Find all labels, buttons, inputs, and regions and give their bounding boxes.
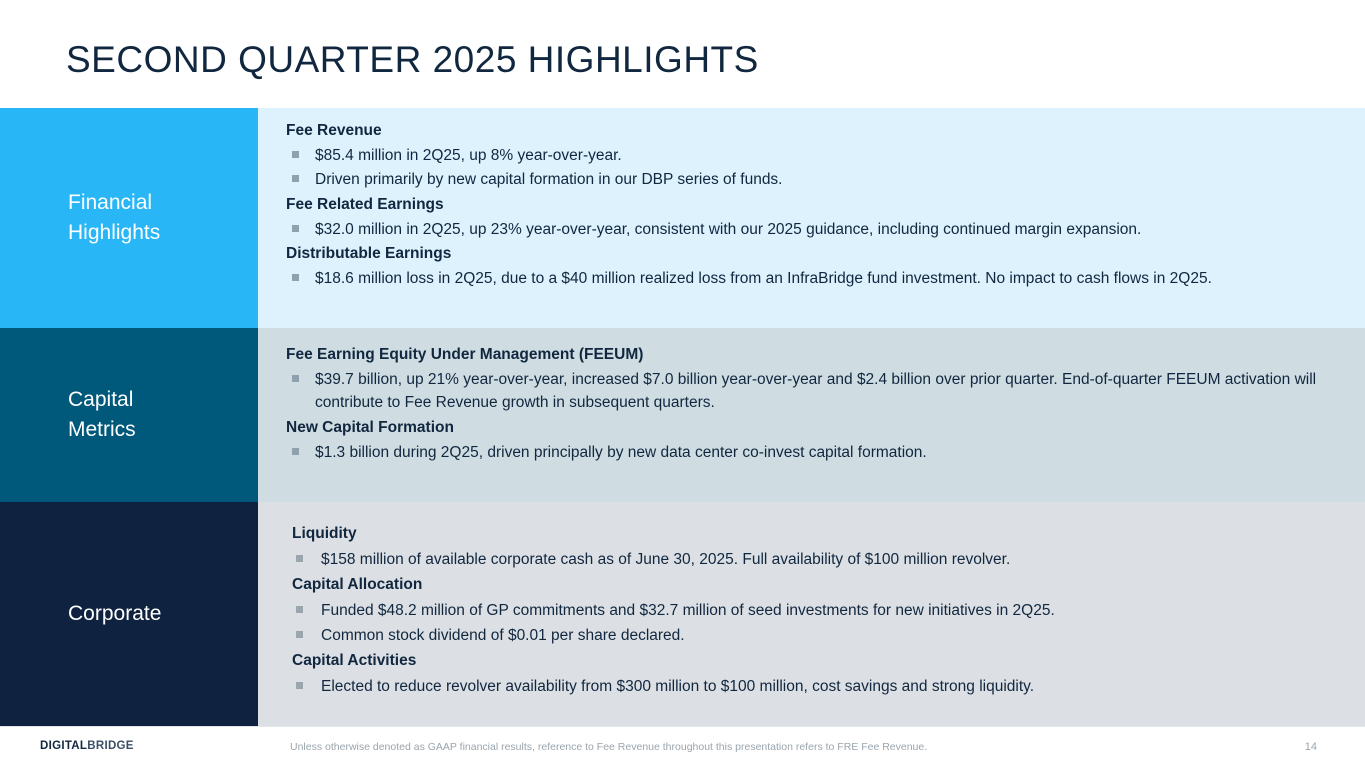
section-label-line1: Financial — [68, 190, 153, 214]
bullet-item — [292, 675, 1347, 698]
subsection-heading: Fee Revenue — [286, 122, 382, 139]
subsection-heading: Capital Allocation — [292, 576, 423, 594]
subsection-heading: New Capital Formation — [286, 418, 454, 436]
bullet-item — [292, 599, 1347, 622]
subsection-heading: Fee Related Earnings — [286, 195, 444, 213]
slide-footer — [0, 726, 1365, 769]
bullet-text: $1.3 billion during 2Q25, driven principally by new data center co-invest capital formation. — [315, 443, 927, 461]
bullet-square-icon — [292, 375, 299, 382]
bullet-text: Elected to reduce revolver availability from $300 million to $100 million, cost savings and strong liquidity. — [321, 677, 1035, 695]
bullet-item — [286, 368, 1347, 415]
section-body-capital — [258, 328, 1365, 502]
section-label-corporate — [0, 502, 258, 726]
subsection-heading: Distributable Earnings — [286, 244, 452, 262]
logo-text-primary: DIGITAL — [40, 740, 88, 752]
bullet-square-icon — [292, 274, 299, 281]
section-label-line2: Highlights — [68, 221, 161, 244]
subsection-heading: Fee Earning Equity Under Management (FEEUM) — [286, 346, 644, 363]
bullet-square-icon — [292, 151, 299, 158]
subsection-heading: Capital Activities — [292, 651, 417, 669]
section-corporate — [0, 502, 1365, 726]
bullet-square-icon — [296, 555, 303, 562]
bullet-text: $18.6 million loss in 2Q25, due to a $40 million realized loss from an InfraBridge fund investment. No impact to cash flows in 2Q25. — [315, 269, 1212, 287]
section-body-corporate — [258, 502, 1365, 726]
bullet-text: $85.4 million in 2Q25, up 8% year-over-year. — [315, 147, 622, 165]
logo-text-secondary: BRIDGE — [87, 740, 134, 752]
bullet-text: $39.7 billion, up 21% year-over-year, increased $7.0 billion year-over-year and $2.4 billion over prior quarter. End-of-quarter FEEUM activation will contribute to Fee Revenue growth in subsequent quarters. — [315, 371, 1317, 412]
bullet-item — [292, 624, 1347, 647]
bullet-item — [286, 267, 1347, 290]
bullet-square-icon — [292, 175, 299, 182]
bullet-square-icon — [292, 448, 299, 455]
brand-logo — [40, 740, 134, 752]
section-body-financial — [258, 108, 1365, 328]
subsection-heading: Liquidity — [292, 525, 357, 542]
section-label-financial — [0, 108, 258, 328]
footnote-disclaimer: Unless otherwise denoted as GAAP financial results, reference to Fee Revenue throughout this presentation refers to FRE Fee Revenue. — [290, 741, 928, 753]
page-number: 14 — [1304, 741, 1317, 753]
bullet-text: Driven primarily by new capital formation in our DBP series of funds. — [315, 171, 783, 189]
section-label-line2: Metrics — [68, 418, 136, 441]
bullet-text: Funded $48.2 million of GP commitments and $32.7 million of seed investments for new initiatives in 2Q25. — [321, 602, 1055, 620]
bullet-item — [292, 548, 1347, 571]
section-label-capital — [0, 328, 258, 502]
bullet-item — [286, 168, 1347, 191]
bullet-item — [286, 218, 1347, 241]
section-label-line1: Capital — [68, 387, 134, 411]
section-label-line1: Corporate — [68, 601, 162, 625]
bullet-square-icon — [296, 606, 303, 613]
bullet-text: $158 million of available corporate cash as of June 30, 2025. Full availability of $100 million revolver. — [321, 551, 1011, 569]
bullet-square-icon — [296, 631, 303, 638]
bullet-text: $32.0 million in 2Q25, up 23% year-over-year, consistent with our 2025 guidance, including continued margin expansion. — [315, 220, 1142, 238]
bullet-text: Common stock dividend of $0.01 per share declared. — [321, 626, 685, 644]
section-financial-highlights — [0, 108, 1365, 328]
bullet-item — [286, 144, 1347, 167]
bullet-square-icon — [292, 225, 299, 232]
bullet-item — [286, 441, 1347, 464]
section-capital-metrics — [0, 328, 1365, 502]
bullet-square-icon — [296, 682, 303, 689]
page-title: SECOND QUARTER 2025 HIGHLIGHTS — [66, 39, 759, 80]
